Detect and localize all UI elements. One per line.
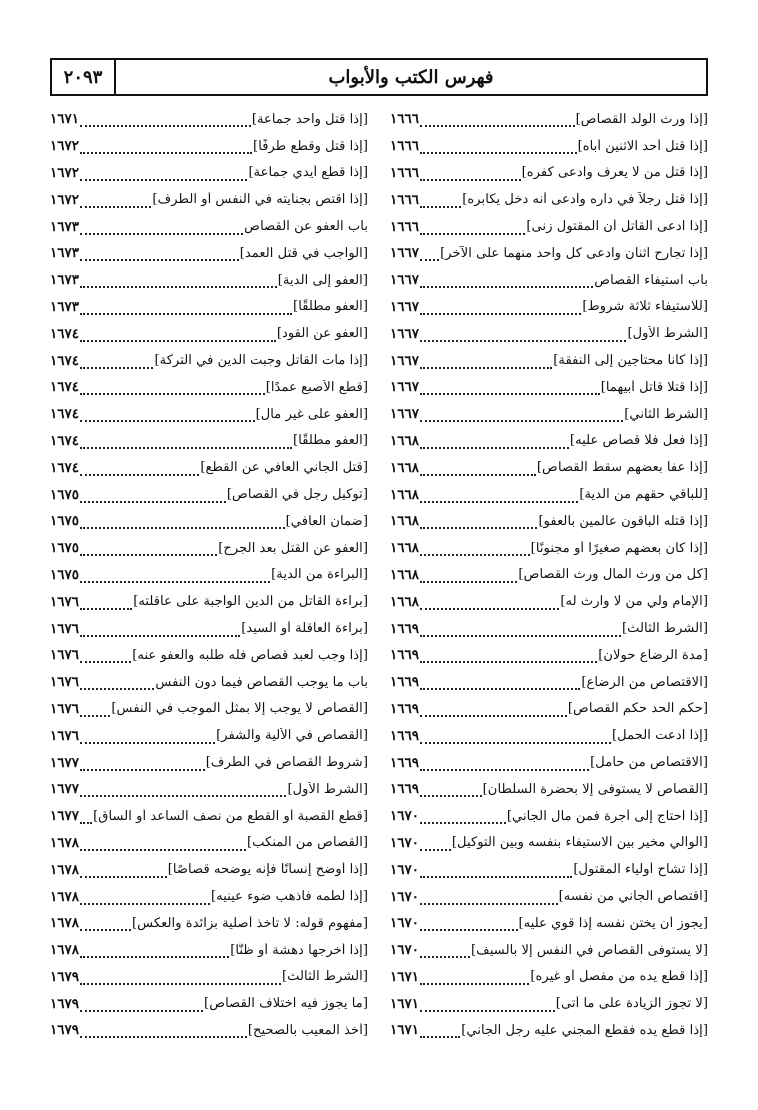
entry-title: [اقتصاص الجاني من نفسه] [558,889,708,904]
index-entry [50,749,368,776]
entry-title: [أخذ المعيب بالصحيح] [247,1022,368,1038]
entry-title: [توكيل رجل في القصاص] [226,487,368,503]
entry-page-number: ١٦٧٩ [50,995,80,1012]
entry-page-number: ١٦٧٧ [50,781,80,798]
dot-leader [420,785,482,797]
entry-title: [الشرط الأول] [627,326,708,342]
index-entry [50,508,368,535]
dot-leader [80,625,240,637]
index-entry [390,830,708,857]
entry-title: [العفو إلى الدية] [277,272,368,288]
entry-page-number: ١٦٧٨ [50,888,80,905]
index-entry [50,990,368,1017]
entry-page-number: ١٦٧٦ [50,727,80,744]
entry-title: [البراءة من الدية] [271,567,368,583]
dot-leader [420,357,552,369]
dot-leader [80,598,132,610]
entry-title: [إذا لطمه فأذهب ضوء عينيه] [211,889,368,904]
entry-title: [القصاص في الألية والشفر] [216,728,368,744]
entry-page-number: ١٦٧٣ [50,245,80,262]
dot-leader [420,276,593,288]
entry-page-number: ١٦٦٧ [390,245,420,262]
entry-title: [إذا وجب لعبد قصاص فله طلبه والعفو عنه] [132,647,368,663]
index-entry [390,267,708,294]
index-entry [390,776,708,803]
dot-leader [420,678,580,690]
entry-page-number: ١٦٦٨ [390,566,420,583]
entry-page-number: ١٦٧٣ [50,298,80,315]
entry-page-number: ١٦٧٤ [50,459,80,476]
index-entry [50,642,368,669]
entry-title: [إذا تجارح اثنان وادعى كل واحد منهما على الآخر] [440,245,708,261]
entry-title: [العفو مطلقًا] [293,299,368,315]
dot-leader [420,598,559,610]
entry-page-number: ١٦٧٠ [390,942,420,959]
index-entry [390,454,708,481]
dot-leader [80,839,246,851]
index-entry [390,481,708,508]
entry-title: [الشرط الأول] [287,781,368,797]
index-entry [50,856,368,883]
dot-leader [420,1000,555,1012]
dot-leader [80,383,265,395]
entry-page-number: ١٦٧٩ [50,968,80,985]
dot-leader [80,651,131,663]
entry-page-number: ١٦٧٢ [50,164,80,181]
entry-page-number: ١٦٦٩ [390,727,420,744]
index-entry [50,964,368,991]
dot-leader [420,517,537,529]
entry-page-number: ١٦٦٩ [390,647,420,664]
dot-leader [420,491,578,503]
dot-leader [80,678,154,690]
entry-title: [العفو على غير مال] [255,406,368,422]
index-entry [390,294,708,321]
index-entry [390,615,708,642]
index-entry [390,910,708,937]
entry-title: [ضمان العافي] [285,513,368,529]
dot-leader [420,893,558,905]
dot-leader [420,705,567,717]
entry-page-number: ١٦٧١ [390,1022,420,1039]
entry-title: [القصاص لا يستوفى إلا بحضرة السلطان] [482,781,708,797]
index-entry [390,696,708,723]
entry-title: باب استيفاء القصاص [594,272,708,288]
entry-page-number: ١٦٦٦ [390,191,420,208]
dot-leader [80,893,210,905]
entry-title: [إذا احتاج إلى أجرة فمن مال الجاني] [506,808,708,824]
entry-title: [إذا قطع يده من مفصل أو غيره] [530,969,708,985]
entry-page-number: ١٦٦٨ [390,540,420,557]
index-entry [50,240,368,267]
entry-page-number: ١٦٧٧ [50,808,80,825]
entry-page-number: ١٦٦٩ [390,620,420,637]
dot-leader [420,839,451,851]
entry-page-number: ١٦٧٣ [50,218,80,235]
entry-page-number: ١٦٧٥ [50,513,80,530]
entry-title: [إذا ورث الولد القصاص] [575,111,708,127]
index-entry [50,830,368,857]
dot-leader [420,437,569,449]
index-entry [390,562,708,589]
index-entry [50,133,368,160]
dot-leader [420,249,439,261]
dot-leader [80,946,229,958]
dot-leader [80,464,199,476]
dot-leader [80,517,285,529]
entry-title: [براءة العاقلة أو السيد] [241,621,368,637]
index-entry [390,160,708,187]
dot-leader [420,1026,460,1038]
entry-page-number: ١٦٧٨ [50,915,80,932]
dot-leader [420,196,461,208]
index-entry [50,428,368,455]
entry-page-number: ١٦٧٨ [50,834,80,851]
index-entry [390,213,708,240]
index-entry [50,615,368,642]
entry-page-number: ١٦٧٤ [50,432,80,449]
entry-page-number: ١٦٧٧ [50,754,80,771]
entry-title: [قتل الجاني العافي عن القطع] [200,460,368,476]
entry-page-number: ١٦٧١ [390,995,420,1012]
entry-page-number: ١٦٦٧ [390,298,420,315]
entry-page-number: ١٦٧١ [390,968,420,985]
entry-title: [إذا ادعت الحمل] [611,728,708,744]
index-entry [390,508,708,535]
entry-page-number: ١٦٦٨ [390,593,420,610]
index-entry [390,856,708,883]
dot-leader [80,571,270,583]
index-entry [50,910,368,937]
left-column [50,106,368,1096]
index-entry [50,294,368,321]
dot-leader [80,169,247,181]
entry-page-number: ١٦٦٦ [390,111,420,128]
entry-page-number: ١٦٦٦ [390,218,420,235]
dot-leader [80,357,153,369]
entry-title: [إذا أوضح إنسانًا فإنه يوضحه قصاصًا] [167,862,368,878]
dot-leader [420,169,521,181]
index-entry [390,1017,708,1044]
dot-leader [420,866,572,878]
entry-title: [مدة الرضاع حولان] [598,647,708,663]
entry-page-number: ١٦٦٩ [390,674,420,691]
entry-title: باب العفو عن القصاص [244,219,368,235]
entry-title: [إذا تشاح أولياء المقتول] [573,862,708,878]
dot-leader [80,223,243,235]
right-column [390,106,708,1096]
entry-title: [إذا قتل واحد جماعة] [251,111,368,127]
entry-title: [يجوز أن يختن نفسه إذا قوي عليه] [518,915,708,931]
entry-title: [الشرط الثالث] [621,621,708,637]
index-entry [50,213,368,240]
index-columns [50,106,708,1096]
entry-title: [إذا قتل رجلاً في داره وادعى أنه دخل يكابره] [462,192,708,208]
dot-leader [80,437,292,449]
index-entry [50,160,368,187]
entry-title: [إذا قتل وقطع طرفًا] [253,138,368,154]
entry-title: [القصاص من المنكب] [246,835,368,851]
entry-title: [إذا عفا بعضهم سقط القصاص] [536,460,708,476]
entry-page-number: ١٦٧٤ [50,406,80,423]
entry-page-number: ١٦٧٤ [50,325,80,342]
entry-page-number: ١٦٧٦ [50,674,80,691]
index-entry [390,347,708,374]
dot-leader [420,115,575,127]
dot-leader [80,732,215,744]
entry-title: [إذا قتل أحد الاثنين أباه] [577,138,708,154]
entry-page-number: ١٦٧٩ [50,1022,80,1039]
entry-title: [إذا قتلا قاتل أبيهما] [600,379,708,395]
index-entry [390,990,708,1017]
entry-page-number: ١٦٧٥ [50,540,80,557]
dot-leader [80,276,277,288]
entry-title: [إذا كانا محتاجين إلى النفقة] [553,353,708,369]
index-entry [390,642,708,669]
entry-title: [الشرط الثالث] [281,969,368,985]
dot-leader [80,759,205,771]
index-entry [390,428,708,455]
entry-page-number: ١٦٦٨ [390,486,420,503]
entry-page-number: ١٦٧٦ [50,647,80,664]
entry-page-number: ١٦٦٨ [390,432,420,449]
entry-title: [الواجب في قتل العمد] [239,245,368,261]
entry-title: [إذا ادعى القاتل أن المقتول زنى] [526,219,708,235]
entry-page-number: ١٦٧٤ [50,352,80,369]
entry-page-number: ١٦٧٦ [50,700,80,717]
entry-title: [قطع الأصبع عمدًا] [265,379,368,395]
index-entry [50,588,368,615]
entry-title: [العفو عن القتل بعد الجرح] [218,540,368,556]
entry-title: [كل من ورث المال ورث القصاص] [518,567,708,583]
entry-title: [لا تجوز الزيادة على ما أتى] [555,996,708,1012]
entry-title: [الوالي مخير بين الاستيفاء بنفسه وبين التوكيل] [451,835,708,851]
index-entry [50,1017,368,1044]
entry-title: [إذا قطع يده فقطع المجني عليه رجل الجاني] [461,1022,708,1038]
entry-page-number: ١٦٦٩ [390,754,420,771]
index-entry [50,883,368,910]
index-entry [390,374,708,401]
index-entry [390,401,708,428]
index-entry [50,186,368,213]
index-entry [50,401,368,428]
index-entry [50,803,368,830]
entry-page-number: ١٦٧٥ [50,486,80,503]
page-title: فهرس الكتب والأبواب [328,66,494,88]
entry-title: [إذا مات القاتل وجبت الدين في التركة] [154,353,368,369]
dot-leader [420,919,518,931]
entry-title: [إذا اقتص بجنايته في النفس أو الطرف] [152,192,368,208]
entry-page-number: ١٦٧٤ [50,379,80,396]
page-number: ٢٠٩٣ [52,60,116,94]
entry-title: [العفو مطلقًا] [293,433,368,449]
entry-title: [إذا قتله الباقون عالمين بالعفو] [538,513,708,529]
entry-page-number: ١٦٦٨ [390,513,420,530]
entry-page-number: ١٦٧٢ [50,191,80,208]
dot-leader [420,142,577,154]
index-entry [390,803,708,830]
entry-page-number: ١٦٦٦ [390,164,420,181]
index-entry [390,883,708,910]
entry-page-number: ١٦٦٧ [390,379,420,396]
dot-leader [80,115,251,127]
entry-page-number: ١٦٦٧ [390,272,420,289]
dot-leader [420,544,530,556]
index-entry [390,186,708,213]
entry-title: [لا يستوفى القصاص في النفس إلا بالسيف] [471,942,708,958]
index-entry [390,937,708,964]
index-entry [390,722,708,749]
dot-leader [80,1026,247,1038]
dot-leader [80,249,239,261]
index-entry [390,588,708,615]
index-entry [50,776,368,803]
entry-title: [ما يجوز فيه اختلاف القصاص] [204,996,368,1012]
entry-page-number: ١٦٦٦ [390,138,420,155]
index-entry [390,749,708,776]
dot-leader [420,330,626,342]
dot-leader [80,785,286,797]
entry-page-number: ١٦٧٠ [390,861,420,878]
entry-page-number: ١٦٧٣ [50,272,80,289]
dot-leader [80,330,276,342]
dot-leader [80,196,151,208]
dot-leader [420,625,621,637]
entry-page-number: ١٦٧٨ [50,942,80,959]
dot-leader [80,544,217,556]
index-entry [50,454,368,481]
index-entry [390,535,708,562]
index-entry [50,320,368,347]
entry-title: [حكم الحد حكم القصاص] [567,701,708,717]
index-entry [50,669,368,696]
entry-page-number: ١٦٧٠ [390,915,420,932]
entry-title: [الاقتصاص من الرضاع] [581,674,708,690]
dot-leader [420,973,529,985]
entry-title: [إذا قتل من لا يعرف وادعى كفره] [521,165,708,181]
entry-title: [قطع القصبة أو القطع من نصف الساعد أو الساق] [93,808,368,824]
entry-page-number: ١٦٧١ [50,111,80,128]
entry-title: باب ما يوجب القصاص فيما دون النفس [155,674,368,690]
entry-page-number: ١٦٧٠ [390,808,420,825]
dot-leader [420,732,611,744]
index-entry [50,535,368,562]
index-entry [50,722,368,749]
dot-leader [80,812,92,824]
dot-leader [420,223,525,235]
dot-leader [420,946,470,958]
entry-page-number: ١٦٧٠ [390,834,420,851]
entry-page-number: ١٦٧٢ [50,138,80,155]
entry-title: [شروط القصاص في الطرف] [205,755,368,771]
index-entry [390,106,708,133]
dot-leader [420,812,506,824]
entry-page-number: ١٦٦٩ [390,781,420,798]
entry-title: [مفهوم قوله: لا تأخذ أصلية بزائدة والعكس] [131,915,368,931]
entry-page-number: ١٦٧٦ [50,620,80,637]
entry-title: [الاقتصاص من حامل] [590,755,708,771]
entry-page-number: ١٦٧٠ [390,888,420,905]
index-entry [390,240,708,267]
dot-leader [80,410,255,422]
entry-title: [إذا قطع أيدي جماعة] [248,165,368,181]
entry-title: [إذا فعل فلا قصاص عليه] [569,433,708,449]
index-entry [390,320,708,347]
index-entry [390,964,708,991]
entry-title: [براءة القاتل من الدين الواجبة على عاقلته] [133,594,368,610]
entry-title: [إذا أخرجها دهشة أو ظنًّا] [230,942,368,958]
index-entry [390,133,708,160]
entry-page-number: ١٦٧٥ [50,566,80,583]
dot-leader [420,759,589,771]
entry-page-number: ١٦٦٧ [390,406,420,423]
dot-leader [420,464,536,476]
index-entry [50,481,368,508]
page-header [50,58,708,96]
dot-leader [80,491,226,503]
entry-page-number: ١٦٦٧ [390,352,420,369]
dot-leader [420,303,581,315]
dot-leader [420,383,600,395]
index-entry [50,374,368,401]
dot-leader [420,571,517,583]
dot-leader [80,973,281,985]
dot-leader [80,1000,203,1012]
dot-leader [80,866,167,878]
dot-leader [80,142,252,154]
dot-leader [80,919,131,931]
dot-leader [420,651,597,663]
entry-page-number: ١٦٦٧ [390,325,420,342]
entry-title: [العفو عن القود] [276,326,368,342]
index-entry [50,562,368,589]
index-entry [50,267,368,294]
entry-title: [للاستيفاء ثلاثة شروط] [582,299,708,315]
entry-title: [إذا كان بعضهم صغيرًا أو مجنونًا] [530,540,708,556]
index-entry [50,696,368,723]
index-entry [50,937,368,964]
entry-title: [الشرط الثاني] [624,406,708,422]
entry-page-number: ١٦٦٩ [390,700,420,717]
entry-page-number: ١٦٦٨ [390,459,420,476]
dot-leader [80,705,110,717]
entry-page-number: ١٦٧٨ [50,861,80,878]
dot-leader [80,303,292,315]
entry-page-number: ١٦٧٦ [50,593,80,610]
entry-title: [للباقي حقهم من الدية] [579,487,708,503]
dot-leader [420,410,623,422]
entry-title: [الإمام ولي من لا وارث له] [560,594,708,610]
index-entry [50,106,368,133]
index-entry [390,669,708,696]
entry-title: [القصاص لا يوجب إلا بمثل الموجب في النفس] [111,701,368,717]
index-entry [50,347,368,374]
